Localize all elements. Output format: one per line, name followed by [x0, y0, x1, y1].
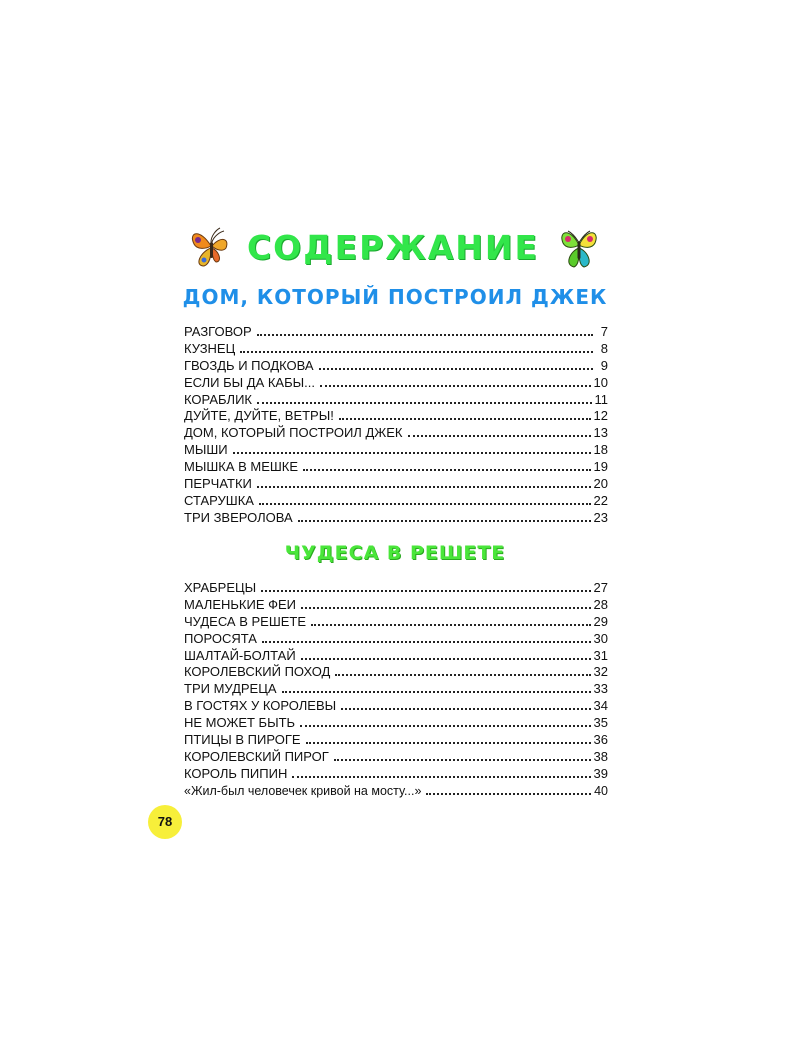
toc-entry-page: 7 — [600, 324, 608, 339]
toc-entry[interactable] — [184, 664, 608, 681]
toc-entry[interactable] — [184, 580, 608, 597]
toc-entry-page: 30 — [593, 630, 608, 646]
toc-entry[interactable] — [184, 392, 608, 409]
dot-leader — [259, 503, 591, 505]
dot-leader — [262, 641, 591, 643]
toc-entry-title: ТРИ МУДРЕЦА — [184, 681, 277, 697]
dot-leader — [233, 452, 591, 454]
toc-entry-title: МЫШИ — [184, 442, 228, 458]
toc-entry[interactable] — [184, 715, 608, 732]
toc-entry-title: КОРОЛЕВСКИЙ ПОХОД — [184, 664, 331, 680]
dot-leader — [298, 520, 591, 522]
toc-entry[interactable] — [184, 732, 608, 749]
toc-entry-title: ПОРОСЯТА — [184, 630, 257, 646]
page-title: СОДЕРЖАНИЕ — [246, 228, 540, 267]
toc-entry-page: 13 — [593, 425, 608, 441]
toc-entry-title: КОРОЛЕВСКИЙ ПИРОГ — [184, 748, 329, 764]
page-number-badge: 78 — [148, 805, 182, 839]
toc-entry-title: НЕ МОЖЕТ БЫТЬ — [184, 715, 296, 731]
section-title-2: ЧУДЕСА В РЕШЕТЕ — [284, 542, 506, 564]
toc-entry-page: 18 — [593, 442, 608, 458]
toc-entry[interactable] — [184, 698, 608, 715]
toc-entry-page: 9 — [600, 357, 608, 373]
toc-entry-page: 19 — [593, 459, 608, 475]
dot-leader — [240, 351, 593, 353]
butterfly-right-icon — [554, 223, 604, 273]
toc-entry-page: 28 — [593, 596, 608, 612]
dot-leader — [339, 418, 591, 420]
dot-leader — [319, 368, 593, 370]
toc-entry[interactable] — [184, 493, 608, 510]
dot-leader — [257, 334, 593, 336]
toc-entry-title: «Жил-был человечек кривой на мосту...» — [184, 783, 422, 798]
toc-entry[interactable] — [184, 408, 608, 425]
toc-entry-page: 11 — [594, 391, 608, 407]
toc-entry-page: 22 — [593, 492, 608, 508]
toc-entry-page: 34 — [593, 698, 608, 714]
dot-leader — [292, 776, 590, 778]
toc-entry-page: 36 — [593, 732, 608, 748]
dot-leader — [320, 385, 591, 387]
toc-entry[interactable] — [184, 476, 608, 493]
toc-entry-title: ДУЙТЕ, ДУЙТЕ, ВЕТРЫ! — [184, 408, 334, 424]
dot-leader — [303, 469, 590, 471]
toc-list-1 — [184, 324, 608, 527]
toc-entry[interactable] — [184, 648, 608, 665]
toc-entry-title: ЧУДЕСА В РЕШЕТЕ — [184, 613, 307, 629]
toc-entry-title: ШАЛТАЙ-БОЛТАЙ — [184, 647, 296, 663]
toc-entry-page: 32 — [593, 664, 608, 680]
toc-entry-page: 10 — [593, 374, 608, 390]
dot-leader — [408, 435, 591, 437]
toc-entry-title: ГВОЗДЬ И ПОДКОВА — [184, 357, 314, 373]
toc-entry-title: ЕСЛИ БЫ ДА КАБЫ... — [184, 374, 315, 390]
toc-entry-title: КОРАБЛИК — [184, 391, 252, 407]
toc-entry-page: 33 — [593, 681, 608, 697]
dot-leader — [257, 486, 591, 488]
toc-entry-title: РАЗГОВОР — [184, 324, 252, 339]
toc-entry[interactable] — [184, 614, 608, 631]
dot-leader — [311, 624, 591, 626]
toc-entry-page: 31 — [593, 647, 608, 663]
toc-entry-title: ХРАБРЕЦЫ — [184, 580, 257, 595]
toc-entry[interactable] — [184, 358, 608, 375]
dot-leader — [301, 607, 591, 609]
dot-leader — [300, 725, 590, 727]
toc-entry[interactable] — [184, 597, 608, 614]
toc-entry[interactable] — [184, 766, 608, 783]
section-title-1: ДОМ, КОТОРЫЙ ПОСТРОИЛ ДЖЕК — [182, 285, 608, 309]
toc-entry[interactable] — [184, 631, 608, 648]
toc-entry[interactable] — [184, 442, 608, 459]
toc-entry-page: 29 — [593, 613, 608, 629]
toc-entry[interactable] — [184, 459, 608, 476]
toc-entry[interactable] — [184, 341, 608, 358]
toc-entry[interactable] — [184, 425, 608, 442]
toc-entry-page: 35 — [593, 715, 608, 731]
dot-leader — [257, 402, 592, 404]
toc-entry[interactable] — [184, 510, 608, 527]
toc-entry[interactable] — [184, 375, 608, 392]
toc-entry-title: МЫШКА В МЕШКЕ — [184, 459, 299, 475]
toc-entry-title: КОРОЛЬ ПИПИН — [184, 765, 288, 781]
toc-list-2 — [184, 580, 608, 800]
dot-leader — [301, 658, 591, 660]
toc-entry-page: 40 — [594, 783, 608, 798]
toc-entry-title: ПЕРЧАТКИ — [184, 476, 252, 492]
toc-entry-page: 12 — [593, 408, 608, 424]
toc-entry-title: ПТИЦЫ В ПИРОГЕ — [184, 732, 301, 748]
toc-entry-page: 38 — [593, 748, 608, 764]
dot-leader — [306, 742, 591, 744]
dot-leader — [261, 590, 590, 592]
toc-entry-title: ДОМ, КОТОРЫЙ ПОСТРОИЛ ДЖЕК — [184, 425, 403, 441]
toc-entry[interactable] — [184, 749, 608, 766]
toc-entry-title: МАЛЕНЬКИЕ ФЕИ — [184, 596, 297, 612]
toc-entry[interactable] — [184, 681, 608, 698]
toc-entry-title: СТАРУШКА — [184, 492, 254, 508]
dot-leader — [426, 793, 591, 795]
toc-entry-page: 39 — [593, 765, 608, 781]
toc-entry-title: В ГОСТЯХ У КОРОЛЕВЫ — [184, 698, 337, 714]
dot-leader — [341, 708, 590, 710]
toc-entry-page: 27 — [593, 580, 608, 595]
toc-entry-page: 23 — [593, 509, 608, 525]
toc-entry[interactable] — [184, 783, 608, 800]
toc-entry-title: ТРИ ЗВЕРОЛОВА — [184, 509, 293, 525]
toc-entry[interactable] — [184, 324, 608, 341]
dot-leader — [335, 674, 590, 676]
toc-entry-page: 8 — [600, 340, 608, 356]
dot-leader — [334, 759, 591, 761]
butterfly-left-icon — [186, 222, 236, 272]
dot-leader — [282, 691, 591, 693]
toc-entry-page: 20 — [593, 476, 608, 492]
toc-entry-title: КУЗНЕЦ — [184, 340, 236, 356]
